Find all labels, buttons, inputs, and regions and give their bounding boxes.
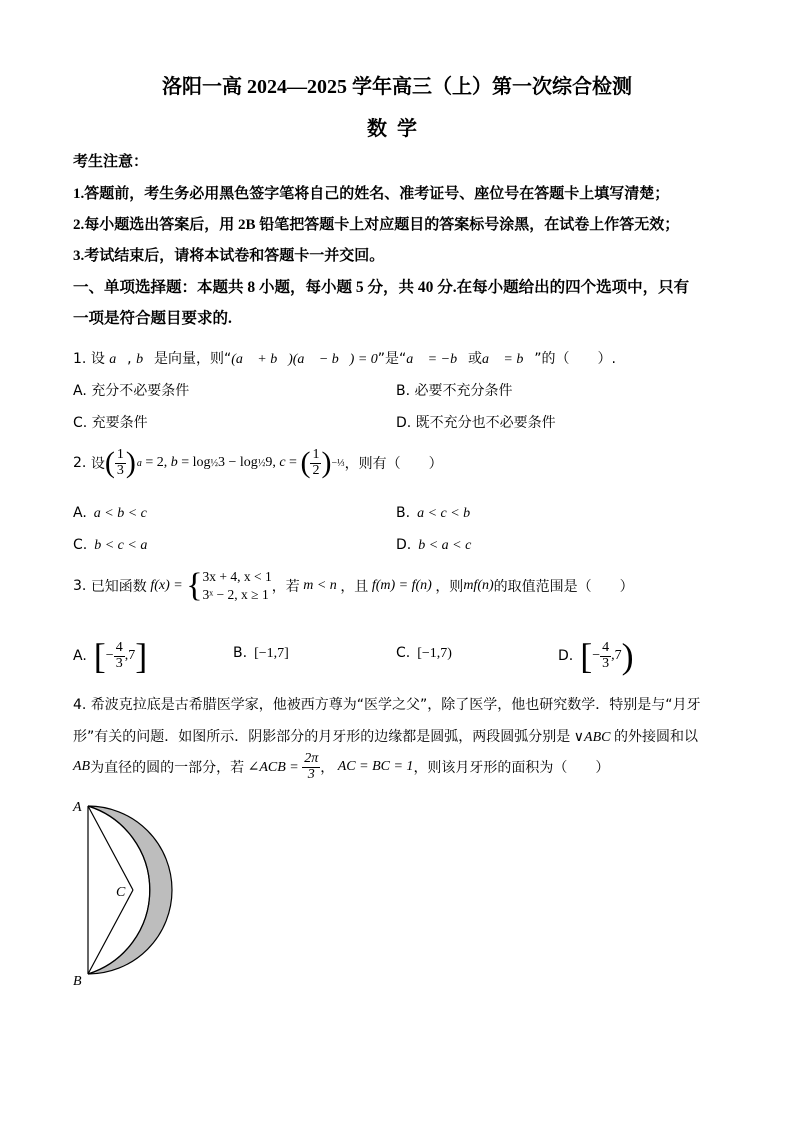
q3-text-c: ，且: [340, 578, 369, 595]
q1-text-e: ”的（ ）.: [534, 351, 616, 367]
q3-cond-2: f(m) = f(n): [368, 577, 436, 593]
label-b: B: [73, 974, 82, 989]
question-3-stem: [73, 568, 634, 603]
q1-option-b: B. 必要不充分条件: [396, 383, 513, 399]
q3-text-e: 的取值范围是（ ）: [493, 578, 634, 595]
q3-number: 3.: [73, 577, 87, 594]
q4-line-2: 形”有关的问题．如图所示．阴影部分的月牙形的边缘都是圆弧，两段圆弧分别是 ∨ABC 的外接圆和以: [73, 729, 698, 745]
q2-text-a: 设: [90, 456, 105, 473]
q3-brace: {: [186, 566, 203, 604]
vector-b: b⃗: [136, 352, 154, 367]
label-c: C: [116, 885, 126, 900]
q2-option-c: C. b < c < a: [73, 537, 148, 553]
q2-text-b: ，则有（ ）: [344, 456, 443, 473]
q4-line-3: AB 为直径的圆的一部分，若 ∠ACB = $\frac{2\pi}{3}$ ， AC = BC = 1 ，则该月牙形的面积为（ ）: [73, 751, 610, 782]
q1-text-d: 或: [467, 351, 482, 367]
q2-expression: ( $\frac{1}{3}$ ) a = 2, b = log ½ 3 − log ½ 9, c = ( $\frac{1}{2}$ ) −⅓: [104, 446, 345, 480]
vector-a: a⃗: [109, 352, 128, 367]
q1-condition-2a: a⃗ = −b⃗: [406, 352, 468, 367]
notice-item-1: 1.答题前，考生务必用黑色签字笔将自己的姓名、准考证号、座位号在答题卡上填写清楚；: [73, 186, 670, 202]
q1-condition-2b: a⃗ = b⃗: [481, 352, 535, 367]
q3-option-d: D. [ − $\frac{4}{3}$ ,7 ): [558, 636, 634, 676]
q1-option-a: A. 充分不必要条件: [73, 383, 190, 399]
section-heading-line1: 一、单项选择题：本题共 8 小题，每小题 5 分，共 40 分.在每小题给出的四个选项中，只有: [73, 279, 690, 296]
q3-cond-1: m < n: [299, 577, 341, 593]
q2-option-b: B. a < c < b: [396, 505, 471, 521]
notice-heading: 考生注意：: [73, 154, 149, 170]
q3-text-d: ，则: [435, 578, 464, 595]
q2-option-d: D. b < a < c: [396, 537, 472, 553]
exam-title: 洛阳一高 2024—2025 学年高三（上）第一次综合检测: [162, 76, 632, 98]
q3-piecewise: 3x + 4, x < 1 3ˣ − 2, x ≥ 1: [202, 569, 272, 602]
notice-item-2: 2.每小题选出答案后，用 2B 铅笔把答题卡上对应题目的答案标号涂黑，在试卷上作答无效；: [73, 217, 680, 233]
q1-option-d: D. 既不充分也不必要条件: [396, 415, 556, 431]
q3-target: mf(n): [463, 577, 494, 593]
notice-item-3: 3.考试结束后，请将本试卷和答题卡一并交回。: [73, 248, 385, 264]
q3-option-c: C. [−1,7): [396, 645, 452, 661]
q4-line-1: 4. 希波克拉底是古希腊医学家，他被西方尊为“医学之父”，除了医学，他也研究数学．特别是与“月牙: [73, 697, 701, 713]
subject-title: 数学: [367, 118, 427, 140]
q1-text-b: 是向量，则“: [153, 351, 232, 367]
q2-option-a: A. a < b < c: [73, 505, 147, 521]
q3-option-a: A. [ − $\frac{4}{3}$ ,7 ]: [73, 636, 148, 676]
q1-text-c: ”是“: [377, 351, 407, 367]
lune-figure: [60, 795, 180, 995]
q2-number: 2.: [73, 455, 87, 472]
q1-condition-1: (a⃗ + b⃗)(a⃗ − b⃗) = 0: [231, 352, 378, 367]
q1-number: 1.: [73, 351, 87, 367]
q3-function: f(x) =: [146, 577, 187, 593]
q1-option-c: C. 充要条件: [73, 415, 148, 431]
label-a: A: [73, 800, 82, 815]
question-1-stem: 1. 设 a⃗, b⃗是向量，则“(a⃗ + b⃗)(a⃗ − b⃗) = 0”是“a⃗ = −b⃗或a⃗ = b⃗”的（ ）.: [73, 351, 616, 367]
question-2-stem: [73, 448, 443, 478]
section-heading-line2: 一项是符合题目要求的.: [73, 310, 232, 327]
q1-text-a: 设: [90, 351, 105, 367]
q3-text-b: ，若: [271, 578, 300, 595]
q3-text-a: 已知函数: [90, 578, 147, 595]
lune-shaded-region: [88, 806, 172, 974]
q3-option-b: B. [−1,7]: [233, 645, 289, 661]
